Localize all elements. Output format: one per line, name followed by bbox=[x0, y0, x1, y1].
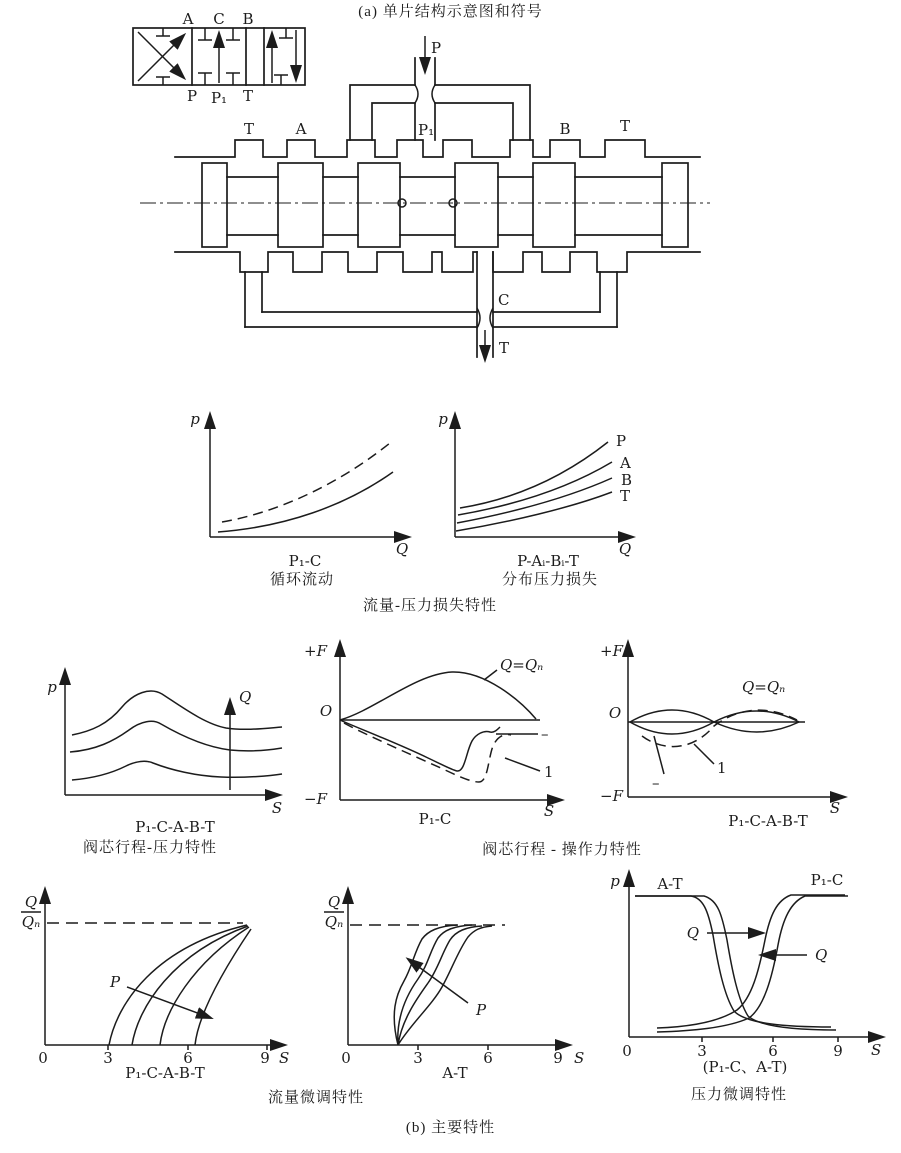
y-numerator: Q bbox=[327, 893, 341, 911]
caption-a: (a) 单片结构示意图和符号 bbox=[358, 4, 543, 20]
tick-9: 9 bbox=[833, 1042, 843, 1060]
curve-label-t: T bbox=[620, 487, 631, 505]
origin-label: O bbox=[608, 704, 622, 722]
curve-p bbox=[460, 442, 608, 508]
symbol-port-p1: P₁ bbox=[210, 89, 228, 107]
origin-label: O bbox=[319, 702, 333, 720]
one-tag: 1 bbox=[717, 759, 727, 777]
outlet-label-t: T bbox=[499, 339, 510, 357]
one-leader bbox=[694, 744, 714, 764]
caption-pressure-fine: 压力微调特性 bbox=[690, 1087, 787, 1103]
hump-curve-2 bbox=[70, 721, 282, 752]
tick-6: 6 bbox=[183, 1049, 193, 1067]
qn-label: Q=Qₙ bbox=[742, 678, 786, 696]
y-bottom-label: −F bbox=[600, 787, 623, 805]
curve-label-p: P bbox=[616, 432, 627, 450]
chart-stroke-pressure bbox=[30, 640, 300, 840]
tick-6: 6 bbox=[768, 1042, 778, 1060]
q-right-label: Q bbox=[686, 924, 699, 942]
curve-label-at: A-T bbox=[657, 875, 683, 893]
tick-9: 9 bbox=[553, 1049, 563, 1067]
caption-distributed-loss: 分布压力损失 bbox=[501, 572, 598, 588]
sub-label: P₁-C bbox=[418, 810, 452, 828]
dash-tag: – bbox=[541, 725, 549, 743]
x-axis-label: S bbox=[271, 799, 283, 817]
qn-label: Q=Qₙ bbox=[500, 656, 544, 674]
port-label-a: A bbox=[295, 120, 307, 138]
caption-cycle-flow: 循环流动 bbox=[269, 572, 334, 588]
x-axis-label: S bbox=[871, 1041, 882, 1059]
one-leader bbox=[505, 758, 540, 771]
x-axis-label: S bbox=[574, 1049, 585, 1067]
q-left-label: Q bbox=[815, 946, 828, 964]
curve-label-a: A bbox=[620, 454, 631, 472]
x-axis-label: S bbox=[543, 802, 555, 820]
y-axis-label: p bbox=[47, 678, 57, 696]
x-axis-label: Q bbox=[395, 540, 409, 558]
symbol-port-p: P bbox=[186, 87, 198, 105]
y-numerator: Q bbox=[24, 893, 38, 911]
fall-curve-2 bbox=[635, 896, 836, 1030]
tick-9: 9 bbox=[260, 1049, 270, 1067]
dashed-curve bbox=[222, 443, 390, 522]
x-axis-label: Q bbox=[618, 540, 632, 558]
valve-schematic bbox=[0, 0, 901, 392]
tick-0: 0 bbox=[341, 1049, 351, 1067]
caption-flow-fine: 流量微调特性 bbox=[267, 1090, 364, 1106]
one-tag: 1 bbox=[544, 763, 554, 781]
tick-0: 0 bbox=[622, 1042, 632, 1060]
y-axis-label: p bbox=[438, 410, 448, 428]
sub-label: A-T bbox=[442, 1064, 468, 1082]
fall-curve-1 bbox=[635, 896, 831, 1027]
valve-symbol bbox=[133, 10, 305, 107]
sub-label: P₁-C-A-B-T bbox=[728, 812, 808, 830]
chart-flow-fine-1 bbox=[15, 875, 305, 1080]
body-bottom-castellation bbox=[175, 252, 700, 272]
rise-curve-2 bbox=[657, 896, 848, 1032]
q-arrow-label: Q bbox=[239, 688, 252, 706]
upper-force-curve bbox=[340, 672, 536, 720]
curve-label-p1c: P₁-C bbox=[810, 871, 844, 889]
caption-row1: 流量-压力损失特性 bbox=[363, 598, 497, 614]
symbol-port-c: C bbox=[213, 10, 225, 28]
chart-flow-fine-2 bbox=[320, 875, 600, 1080]
y-top-label: +F bbox=[304, 642, 327, 660]
y-axis-label: p bbox=[190, 410, 200, 428]
y-top-label: +F bbox=[600, 642, 623, 660]
sub-label: P₁-C bbox=[288, 552, 322, 570]
qn-leader bbox=[484, 670, 497, 680]
s-curve-2 bbox=[398, 925, 472, 1045]
port-label-b: B bbox=[559, 120, 571, 138]
gain-curve-3 bbox=[160, 927, 249, 1045]
gain-curve-2 bbox=[132, 926, 248, 1045]
chart-force-p1c bbox=[300, 630, 590, 830]
outlet-label-c: C bbox=[498, 291, 510, 309]
curve-label-b: B bbox=[621, 471, 633, 489]
chart-cycle-flow bbox=[165, 400, 420, 570]
sub-label: (P₁-C、A-T) bbox=[702, 1058, 788, 1076]
hump-curve-3 bbox=[72, 761, 282, 780]
dash-leader bbox=[654, 736, 664, 774]
y-denominator: Qₙ bbox=[21, 913, 41, 931]
tick-3: 3 bbox=[103, 1049, 113, 1067]
chart-pressure-fine bbox=[595, 858, 901, 1076]
return-piping bbox=[245, 252, 617, 360]
y-denominator: Qₙ bbox=[324, 913, 344, 931]
tick-6: 6 bbox=[483, 1049, 493, 1067]
caption-stroke-pressure: 阀芯行程-压力特性 bbox=[83, 840, 217, 856]
y-bottom-label: −F bbox=[304, 790, 327, 808]
caption-b: (b) 主要特性 bbox=[405, 1120, 496, 1136]
sub-label: P-Aᵢ-Bᵢ-T bbox=[517, 552, 579, 570]
tick-0: 0 bbox=[38, 1049, 48, 1067]
dashed-curve bbox=[642, 710, 797, 746]
sub-label: P₁-C-A-B-T bbox=[125, 1064, 205, 1082]
port-label-t-left: T bbox=[243, 120, 255, 138]
caption-force: 阀芯行程 - 操作力特性 bbox=[482, 842, 642, 858]
p-arrow-label: P bbox=[109, 973, 121, 991]
valve-spool bbox=[140, 163, 710, 247]
tick-3: 3 bbox=[697, 1042, 707, 1060]
solid-curve bbox=[218, 472, 393, 532]
inlet-label-p: P bbox=[431, 39, 442, 57]
dash-tag: – bbox=[652, 774, 660, 792]
body-top-castellation bbox=[175, 140, 700, 157]
symbol-port-a: A bbox=[182, 10, 194, 28]
port-label-t-right: T bbox=[619, 117, 631, 135]
symbol-port-t: T bbox=[242, 87, 254, 105]
symbol-port-b: B bbox=[242, 10, 254, 28]
y-axis-label: p bbox=[610, 872, 620, 890]
sub-label: P₁-C-A-B-T bbox=[135, 818, 215, 836]
chart-force-all bbox=[600, 630, 900, 830]
port-label-p1: P₁ bbox=[418, 121, 435, 139]
x-axis-label: S bbox=[829, 799, 841, 817]
p-arrow-label: P bbox=[476, 1001, 487, 1019]
lower-force-curve bbox=[340, 720, 500, 771]
x-axis-label: S bbox=[279, 1049, 290, 1067]
tick-3: 3 bbox=[413, 1049, 423, 1067]
curve-a bbox=[458, 462, 612, 515]
chart-distributed-loss bbox=[433, 400, 693, 570]
valve-body bbox=[175, 140, 700, 272]
